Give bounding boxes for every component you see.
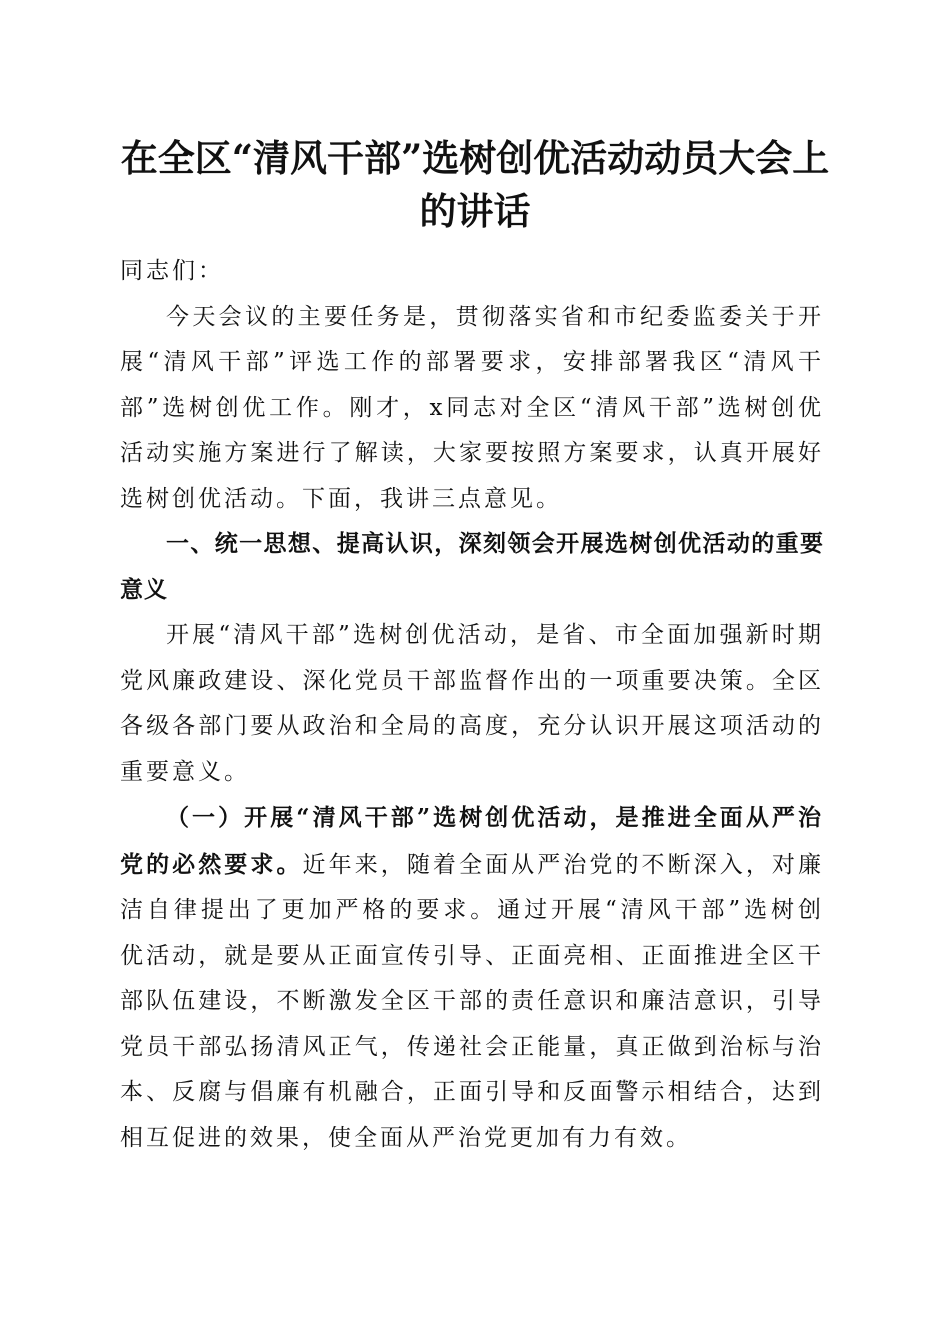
section-heading: 一、统一思想、提高认识，深刻领会开展选树创优活动的重要意义 xyxy=(120,531,824,603)
subsection-paragraph xyxy=(120,795,824,1161)
subsection-body: 近年来，随着全面从严治党的不断深入，对廉洁自律提出了更加严格的要求。通过开展“清风干部”选树创优活动，就是要从正面宣传引导、正面亮相、正面推进全区干部队伍建设，不断激发全区干部的责任意识和廉洁意识，引导党员干部弘扬清风正气，传递社会正能量，真正做到治标与治本、反腐与倡廉有机融合，正面引导和反面警示相结合，达到相互促进的效果，使全面从严治党更加有力有效。 xyxy=(120,851,825,1151)
salutation: 同志们： xyxy=(120,258,224,284)
document-body xyxy=(120,249,824,1161)
subsection-lead: （一）开展“清风干部”选树创优活动，是推进全面从严治党的必然要求。 xyxy=(120,804,824,878)
intro-paragraph: 今天会议的主要任务是，贯彻落实省和市纪委监委关于开展“清风干部”评选工作的部署要求，安排部署我区“清风干部”选树创优工作。刚才，x同志对全区“清风干部”选树创优活动实施方案进行了解读，大家要按照方案要求，认真开展好选树创优活动。下面，我讲三点意见。 xyxy=(120,303,824,512)
document-title: 在全区“清风干部”选树创优活动动员大会上的讲话 xyxy=(120,136,830,233)
section-paragraph: 开展“清风干部”选树创优活动，是省、市全面加强新时期党风廉政建设、深化党员干部监督作出的一项重要决策。全区各级各部门要从政治和全局的高度，充分认识开展这项活动的重要意义。 xyxy=(120,622,824,785)
